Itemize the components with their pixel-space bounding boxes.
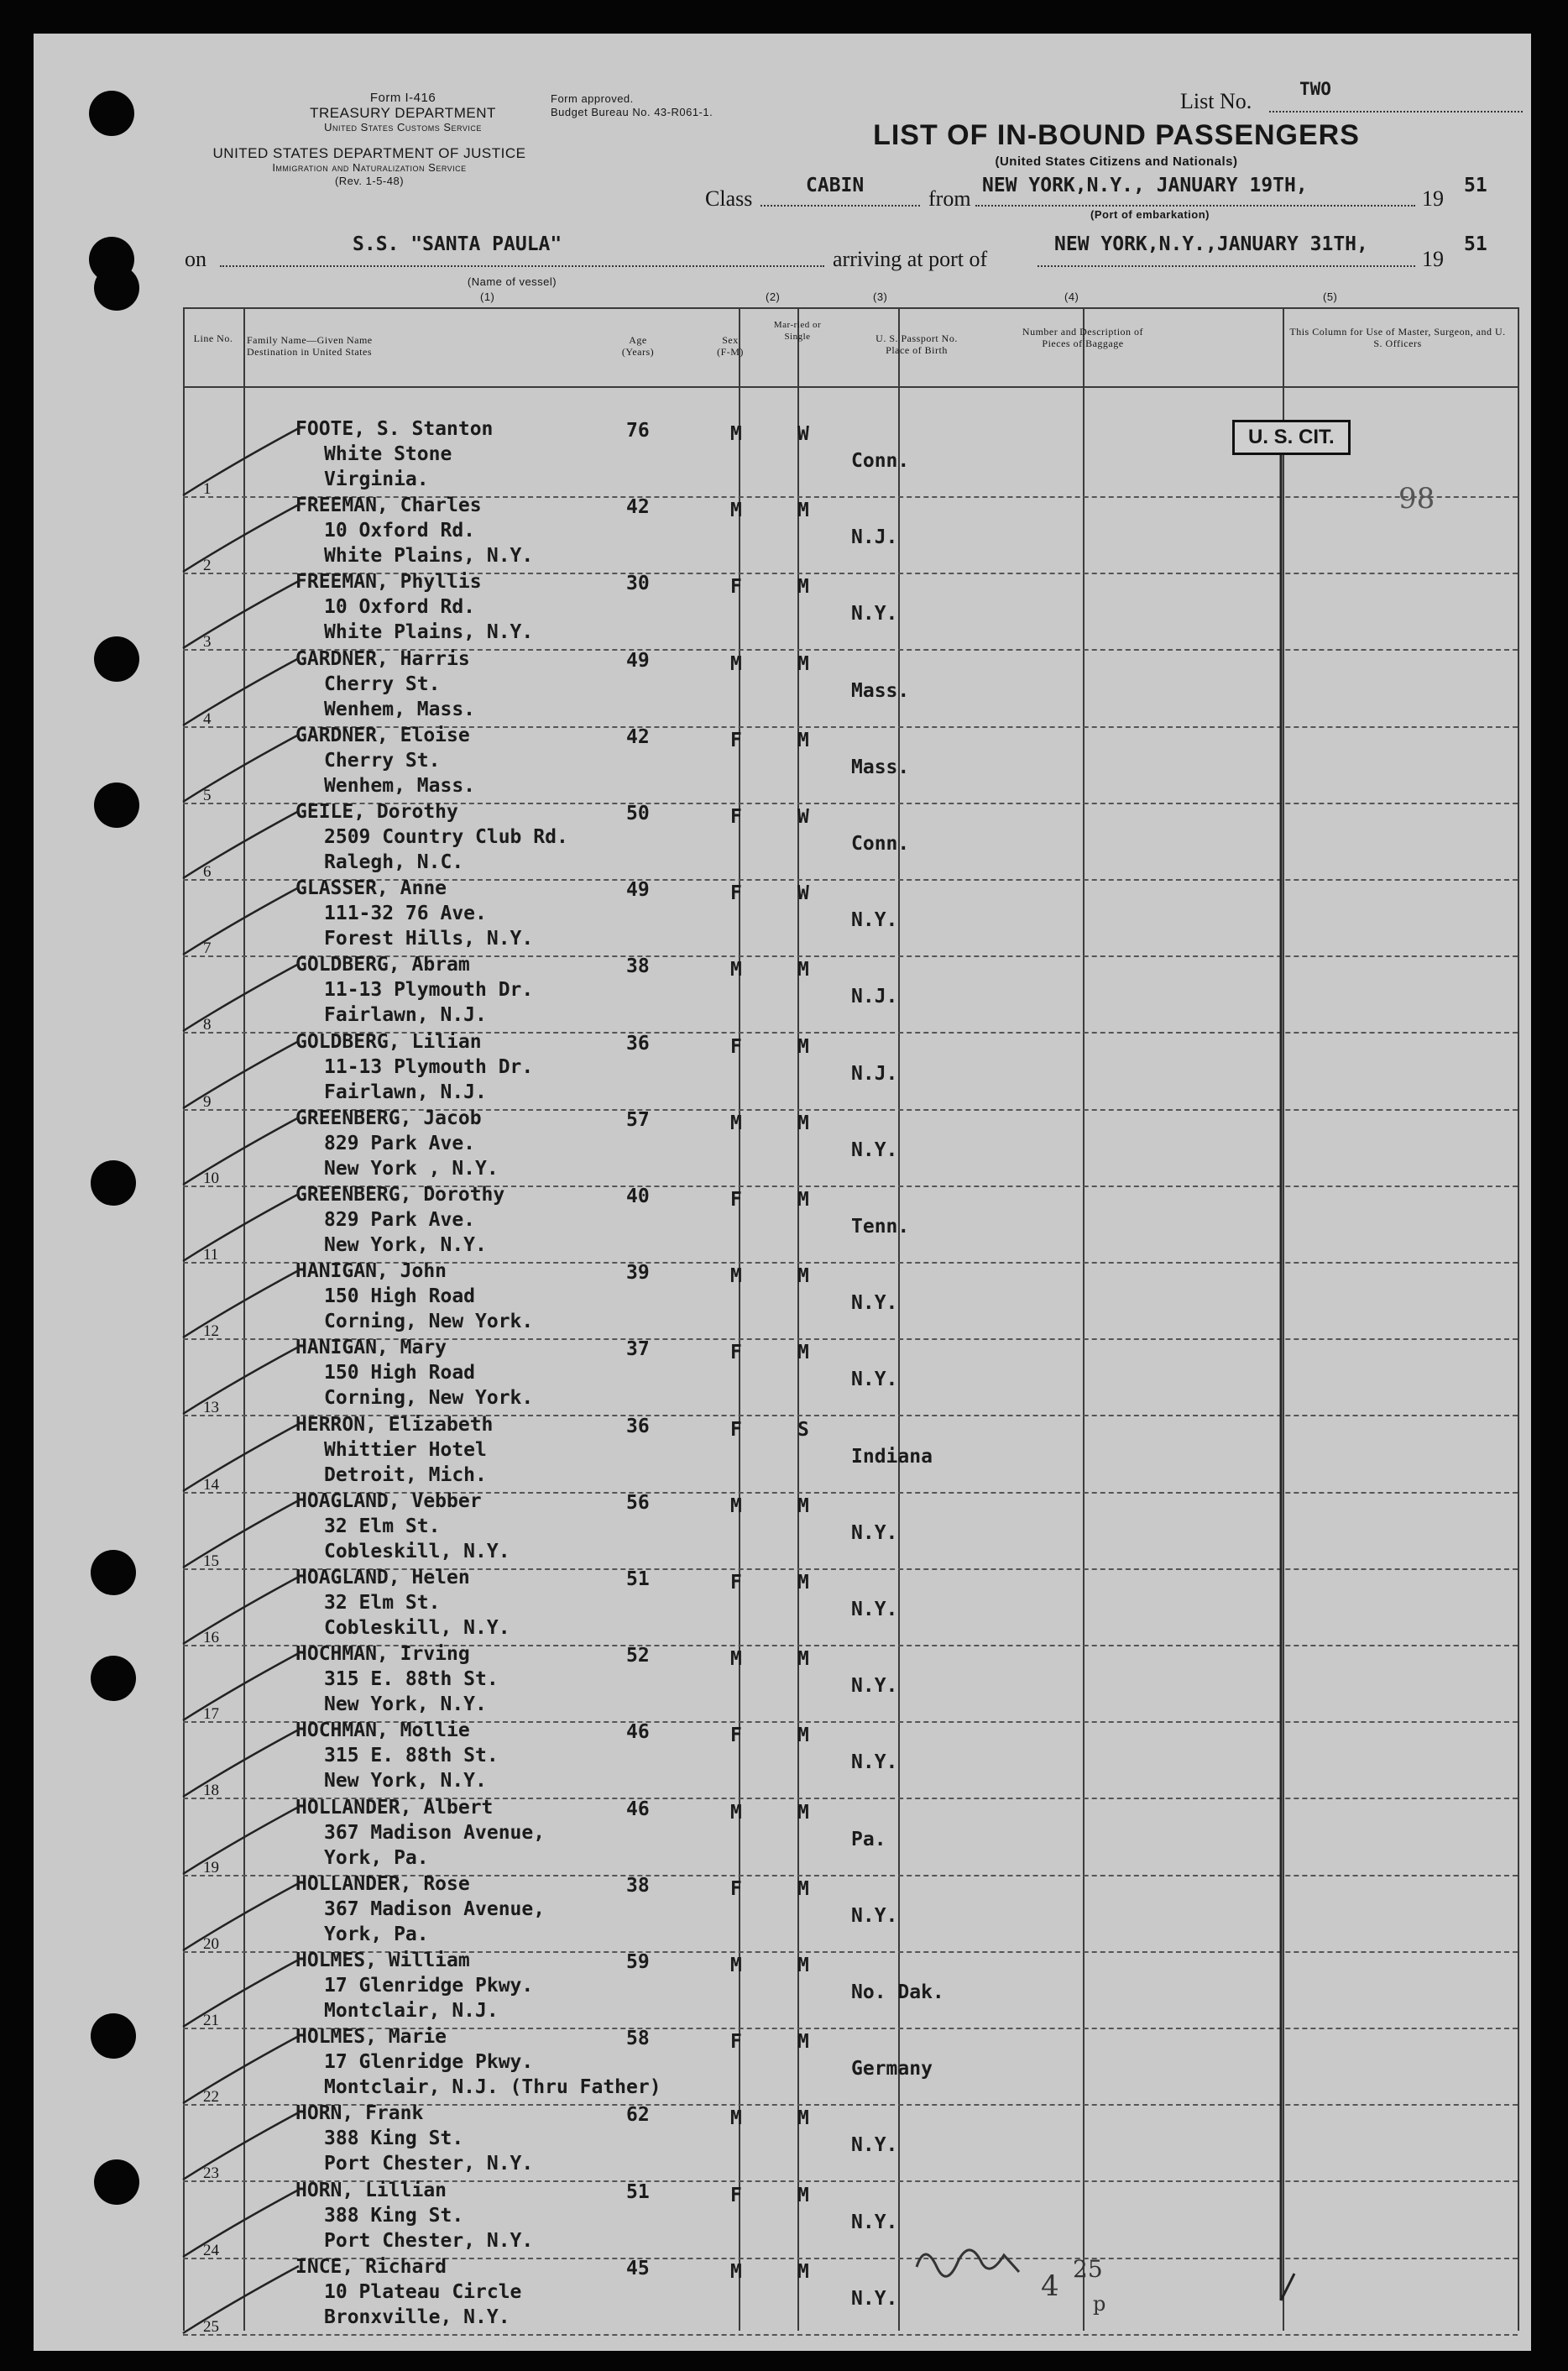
address-line1: Cherry St. <box>324 749 441 772</box>
col-header-married: Mar-ried or Single <box>773 320 822 342</box>
list-no-value: TWO <box>1299 79 1331 99</box>
passenger-age: 59 <box>626 1951 650 1973</box>
address-line1: 315 E. 88th St. <box>324 1745 499 1767</box>
binder-hole <box>94 782 139 828</box>
passenger-name: FOOTE, S. Stanton <box>295 418 494 440</box>
line-number: 3 <box>203 633 212 652</box>
budget-bureau: Budget Bureau No. 43-R061-1. <box>551 106 713 118</box>
passenger-sex: M <box>730 2107 742 2130</box>
marital-status: M <box>797 1189 809 1211</box>
justice-dept: UNITED STATES DEPARTMENT OF JUSTICE <box>212 145 526 161</box>
marital-status: M <box>797 2260 809 2283</box>
document-title: LIST OF IN-BOUND PASSENGERS <box>873 119 1360 151</box>
line-number: 20 <box>203 1934 219 1953</box>
col-header-line-no: Line No. <box>193 332 233 344</box>
passenger-sex: F <box>730 576 742 599</box>
us-citizen-stamp: U. S. CIT. <box>1232 420 1351 455</box>
address-line2: Wenhem, Mass. <box>324 774 476 797</box>
address-line1: 10 Plateau Circle <box>324 2280 522 2303</box>
passenger-name: INCE, Richard <box>295 2255 447 2278</box>
address-line1: 367 Madison Avenue, <box>324 1821 546 1844</box>
marital-status: M <box>797 1494 809 1517</box>
address-line2: Corning, New York. <box>324 1311 534 1333</box>
line-number: 14 <box>203 1475 219 1494</box>
passenger-age: 50 <box>626 803 650 824</box>
passenger-name: HOLLANDER, Albert <box>295 1796 494 1819</box>
marital-status: M <box>797 1801 809 1824</box>
passenger-age: 36 <box>626 1415 650 1437</box>
col-header-name-line2: Destination in United States <box>247 346 372 358</box>
address-line2: Fairlawn, N.J. <box>324 1004 487 1027</box>
line-number: 15 <box>203 1552 219 1570</box>
col-header-name-line1: Family Name—Given Name <box>247 334 373 346</box>
place-of-birth: N.Y. <box>851 1369 898 1391</box>
passenger-name: FREEMAN, Charles <box>295 495 482 517</box>
address-line2: Virginia. <box>324 468 429 490</box>
place-of-birth: N.Y. <box>851 1751 898 1774</box>
passenger-age: 38 <box>626 1874 650 1897</box>
list-no-label: List No. <box>1180 89 1252 113</box>
col-header-passport-line1: U. S. Passport No. <box>875 332 958 344</box>
passenger-sex: F <box>730 1189 742 1211</box>
address-line1: 11-13 Plymouth Dr. <box>324 1055 534 1078</box>
address-line1: 367 Madison Avenue, <box>324 1897 546 1920</box>
arriving-label: arriving at port of <box>833 247 988 271</box>
class-label: Class <box>705 186 753 211</box>
address-line2: Detroit, Mich. <box>324 1463 487 1486</box>
handwritten-initials <box>917 2250 1019 2276</box>
embarkation-port: NEW YORK,N.Y., JANUARY 19TH, <box>982 175 1308 196</box>
passenger-age: 46 <box>626 1798 650 1820</box>
passenger-age: 58 <box>626 2028 650 2050</box>
officer-bracket-tick <box>1281 2274 1294 2300</box>
place-of-birth: N.Y. <box>851 1521 898 1544</box>
passenger-sex: M <box>730 1801 742 1824</box>
col-header-sex-line1: Sex <box>722 334 739 346</box>
passenger-age: 36 <box>626 1032 650 1055</box>
address-line1: 10 Oxford Rd. <box>324 520 476 542</box>
marital-status: M <box>797 652 809 675</box>
passenger-sex: F <box>730 1725 742 1747</box>
address-line2: Forest Hills, N.Y. <box>324 928 534 950</box>
passenger-name: GARDNER, Eloise <box>295 724 470 746</box>
handwritten-25: 25 <box>1073 2255 1103 2283</box>
line-number: 25 <box>203 2317 219 2336</box>
on-label: on <box>185 247 206 271</box>
line-number: 8 <box>203 1016 212 1034</box>
passenger-sex: M <box>730 1265 742 1288</box>
binder-hole <box>91 1160 136 1206</box>
passenger-name: GEILE, Dorothy <box>295 801 458 823</box>
address-line1: 32 Elm St. <box>324 1515 441 1537</box>
address-line2: Ralegh, N.C. <box>324 851 464 873</box>
passenger-age: 30 <box>626 573 650 595</box>
address-line2: Wenhem, Mass. <box>324 698 476 720</box>
passenger-name: HOAGLAND, Vebber <box>295 1489 482 1512</box>
passenger-name: HOCHMAN, Irving <box>295 1643 470 1666</box>
place-of-birth: No. Dak. <box>851 1981 944 2003</box>
passenger-sex: F <box>730 1342 742 1364</box>
passenger-sex: F <box>730 1877 742 1900</box>
place-of-birth: N.Y. <box>851 1904 898 1927</box>
line-number: 5 <box>203 786 212 804</box>
handwritten-425: 4 <box>1041 2269 1059 2303</box>
address-line1: Whittier Hotel <box>324 1438 487 1461</box>
line-number: 12 <box>203 1322 219 1341</box>
line-number: 16 <box>203 1629 219 1646</box>
line-number: 19 <box>203 1858 219 1876</box>
passenger-sex: M <box>730 1494 742 1517</box>
passenger-age: 39 <box>626 1262 650 1285</box>
passenger-sex: F <box>730 729 742 751</box>
passenger-sex: F <box>730 1572 742 1594</box>
address-line2: New York, N.Y. <box>324 1234 487 1256</box>
passenger-age: 51 <box>626 2180 650 2203</box>
place-of-birth: Mass. <box>851 679 910 702</box>
address-line2: Fairlawn, N.J. <box>324 1081 487 1103</box>
address-line1: 17 Glenridge Pkwy. <box>324 1975 534 1997</box>
passenger-age: 40 <box>626 1186 650 1207</box>
address-line2: Cobleskill, N.Y. <box>324 1617 510 1639</box>
line-number: 13 <box>203 1399 219 1417</box>
passenger-age: 49 <box>626 649 650 672</box>
passenger-age: 62 <box>626 2104 650 2127</box>
passenger-name: GOLDBERG, Abram <box>295 954 470 976</box>
address-line2: Corning, New York. <box>324 1387 534 1410</box>
form-approved: Form approved. <box>551 92 634 105</box>
passenger-age: 52 <box>626 1645 650 1667</box>
address-line1: 150 High Road <box>324 1362 476 1384</box>
place-of-birth: Mass. <box>851 756 910 778</box>
passenger-sex: M <box>730 1955 742 1976</box>
place-of-birth: Conn. <box>851 833 910 855</box>
col-num-3: (3) <box>873 290 888 303</box>
passenger-age: 56 <box>626 1491 650 1514</box>
address-line2: New York, N.Y. <box>324 1693 487 1716</box>
marital-status: M <box>797 729 809 751</box>
passenger-age: 37 <box>626 1338 650 1361</box>
place-of-birth: N.Y. <box>851 909 898 932</box>
customs-service: United States Customs Service <box>324 121 482 133</box>
passenger-sex: F <box>730 1418 742 1441</box>
line-number: 1 <box>203 480 212 498</box>
address-line1: 111-32 76 Ave. <box>324 903 487 925</box>
marital-status: S <box>797 1418 809 1441</box>
marital-status: M <box>797 959 809 981</box>
col-header-age-line2: (Years) <box>621 346 655 358</box>
handwritten-p: p <box>1093 2292 1106 2316</box>
address-line2: Montclair, N.J. <box>324 2000 499 2022</box>
passenger-age: 42 <box>626 496 650 519</box>
vessel-name-caption: (Name of vessel) <box>467 275 557 288</box>
address-line1: 150 High Road <box>324 1285 476 1308</box>
place-of-birth: N.Y. <box>851 2134 898 2157</box>
place-of-birth: N.Y. <box>851 1292 898 1315</box>
ins-service: Immigration and Naturalization Service <box>272 161 467 174</box>
marital-status: M <box>797 576 809 599</box>
passenger-sex: M <box>730 959 742 981</box>
passenger-sex: M <box>730 1648 742 1671</box>
address-line1: 829 Park Ave. <box>324 1209 476 1231</box>
passenger-sex: F <box>730 1035 742 1058</box>
place-of-birth: Conn. <box>851 450 910 472</box>
line-number: 18 <box>203 1782 219 1800</box>
passenger-name: HOLMES, Marie <box>295 2026 447 2049</box>
line-number: 6 <box>203 863 212 881</box>
binder-hole <box>94 636 139 682</box>
passenger-name: GOLDBERG, Lilian <box>295 1030 482 1053</box>
form-number: Form I-416 <box>369 91 436 105</box>
col-num-1: (1) <box>480 290 495 303</box>
passenger-age: 57 <box>626 1108 650 1131</box>
passenger-sex: M <box>730 652 742 675</box>
line-number: 17 <box>203 1705 219 1724</box>
address-line2: Bronxville, N.Y. <box>324 2306 510 2328</box>
place-of-birth: N.Y. <box>851 2287 898 2310</box>
passenger-sex: F <box>730 806 742 828</box>
marital-status: W <box>797 882 809 905</box>
passenger-age: 49 <box>626 879 650 902</box>
address-line2: White Plains, N.Y. <box>324 621 534 644</box>
address-line1: 17 Glenridge Pkwy. <box>324 2051 534 2074</box>
line-number: 21 <box>203 2012 219 2029</box>
line-number: 11 <box>203 1246 219 1264</box>
line-number: 4 <box>203 709 212 728</box>
class-value: CABIN <box>806 175 865 196</box>
col-header-sex-line2: (F-M) <box>717 346 744 358</box>
marital-status: M <box>797 500 809 522</box>
binder-hole <box>91 1550 136 1595</box>
line-number: 23 <box>203 2164 219 2183</box>
place-of-birth: N.Y. <box>851 1599 898 1620</box>
passenger-sex: F <box>730 2184 742 2206</box>
marital-status: M <box>797 1877 809 1900</box>
passenger-name: HORN, Lillian <box>295 2179 447 2201</box>
passenger-name: FREEMAN, Phyllis <box>295 571 482 594</box>
passenger-sex: M <box>730 423 742 445</box>
embarkation-year: 51 <box>1464 175 1487 196</box>
address-line2: New York, N.Y. <box>324 1770 487 1793</box>
marital-status: M <box>797 1648 809 1671</box>
passenger-name: GREENBERG, Dorothy <box>295 1184 505 1206</box>
year-prefix-1: 19 <box>1422 186 1444 211</box>
place-of-birth: Pa. <box>851 1828 886 1850</box>
address-line1: 315 E. 88th St. <box>324 1668 499 1691</box>
address-line1: 10 Oxford Rd. <box>324 596 476 619</box>
passenger-age: 76 <box>626 420 650 442</box>
passenger-name: GREENBERG, Jacob <box>295 1107 482 1129</box>
address-line2: New York , N.Y. <box>324 1157 499 1180</box>
place-of-birth: N.Y. <box>851 1675 898 1698</box>
vessel-name: S.S. "SANTA PAULA" <box>353 233 562 255</box>
binder-hole <box>94 2159 139 2205</box>
marital-status: M <box>797 1342 809 1364</box>
manifest-page <box>34 34 1531 2351</box>
passenger-name: HANIGAN, Mary <box>295 1337 447 1359</box>
col-header-age-line1: Age <box>629 334 647 346</box>
address-line1: Cherry St. <box>324 673 441 695</box>
marital-status: W <box>797 423 809 445</box>
address-line1: 32 Elm St. <box>324 1592 441 1614</box>
address-line1: 11-13 Plymouth Dr. <box>324 979 534 1002</box>
passenger-name: HOCHMAN, Mollie <box>295 1719 470 1742</box>
revision: (Rev. 1-5-48) <box>334 175 405 187</box>
arrival-port: NEW YORK,N.Y.,JANUARY 31TH, <box>1054 233 1368 255</box>
passenger-age: 46 <box>626 1721 650 1744</box>
marital-status: M <box>797 1035 809 1058</box>
passenger-age: 42 <box>626 725 650 748</box>
passenger-name: GARDNER, Harris <box>295 647 470 670</box>
col-header-officers: This Column for Use of Master, Surgeon, and U. S. Officers <box>1289 326 1506 349</box>
col-num-2: (2) <box>766 290 781 303</box>
binder-hole <box>91 2013 136 2059</box>
passenger-name: HOLMES, William <box>295 1950 470 1971</box>
marital-status: M <box>797 1112 809 1134</box>
passenger-name: HOLLANDER, Rose <box>295 1872 470 1895</box>
passenger-sex: M <box>730 500 742 522</box>
passenger-name: GLASSER, Anne <box>295 877 447 900</box>
address-line2: York, Pa. <box>324 1923 429 1945</box>
marital-status: M <box>797 1265 809 1288</box>
marital-status: M <box>797 2031 809 2054</box>
place-of-birth: N.Y. <box>851 603 898 625</box>
marital-status: M <box>797 1725 809 1747</box>
passenger-name: HORN, Frank <box>295 2102 424 2125</box>
line-number: 22 <box>203 2088 219 2107</box>
address-line1: 829 Park Ave. <box>324 1132 476 1154</box>
arrival-year: 51 <box>1464 233 1487 255</box>
col-num-5: (5) <box>1323 290 1338 303</box>
line-number: 7 <box>203 940 212 958</box>
place-of-birth: N.J. <box>851 526 898 549</box>
passenger-name: HOAGLAND, Helen <box>295 1567 470 1589</box>
marital-status: M <box>797 2107 809 2130</box>
marital-status: M <box>797 2184 809 2206</box>
passenger-age: 51 <box>626 1568 650 1590</box>
passenger-age: 45 <box>626 2257 650 2279</box>
col-header-passport-line2: Place of Birth <box>886 344 948 356</box>
binder-hole <box>91 1656 136 1701</box>
marital-status: M <box>797 1955 809 1976</box>
address-line2: White Plains, N.Y. <box>324 545 534 568</box>
place-of-birth: Tenn. <box>851 1216 910 1238</box>
binder-hole <box>94 265 139 311</box>
port-embarkation-caption: (Port of embarkation) <box>1090 208 1210 221</box>
line-number: 2 <box>203 557 212 575</box>
address-line2: Cobleskill, N.Y. <box>324 1540 510 1562</box>
passenger-sex: F <box>730 2031 742 2054</box>
handwritten-marks <box>34 34 1531 2351</box>
address-line2: Port Chester, N.Y. <box>324 2153 534 2175</box>
binder-hole <box>89 91 134 136</box>
passenger-name: HERRON, Elizabeth <box>295 1413 494 1436</box>
place-of-birth: Indiana <box>851 1445 933 1468</box>
passenger-age: 38 <box>626 955 650 978</box>
address-line2: Montclair, N.J. (Thru Father) <box>324 2076 661 2099</box>
year-prefix-2: 19 <box>1422 247 1444 271</box>
place-of-birth: N.J. <box>851 1062 898 1085</box>
address-line1: 2509 Country Club Rd. <box>324 826 568 848</box>
address-line2: York, Pa. <box>324 1846 429 1869</box>
address-line2: Port Chester, N.Y. <box>324 2229 534 2252</box>
line-number: 24 <box>203 2241 219 2259</box>
treasury-dept: TREASURY DEPARTMENT <box>310 105 496 121</box>
address-line1: White Stone <box>324 443 452 465</box>
place-of-birth: N.J. <box>851 986 898 1008</box>
place-of-birth: Germany <box>851 2058 933 2081</box>
col-num-4: (4) <box>1064 290 1079 303</box>
marital-status: M <box>797 1572 809 1594</box>
col-header-baggage: Number and Description of Pieces of Baggage <box>1022 326 1144 349</box>
address-line1: 388 King St. <box>324 2204 464 2227</box>
annotation-98: 98 <box>1398 482 1435 516</box>
place-of-birth: N.Y. <box>851 2211 898 2233</box>
document-subtitle: (United States Citizens and Nationals) <box>995 154 1238 169</box>
line-number: 9 <box>203 1092 212 1111</box>
marital-status: W <box>797 806 809 828</box>
place-of-birth: N.Y. <box>851 1138 898 1161</box>
from-label: from <box>928 186 971 211</box>
passenger-sex: M <box>730 1112 742 1134</box>
passenger-sex: M <box>730 2260 742 2283</box>
passenger-name: HANIGAN, John <box>295 1260 447 1283</box>
passenger-sex: F <box>730 882 742 905</box>
line-number: 10 <box>203 1169 219 1187</box>
address-line1: 388 King St. <box>324 2128 464 2150</box>
